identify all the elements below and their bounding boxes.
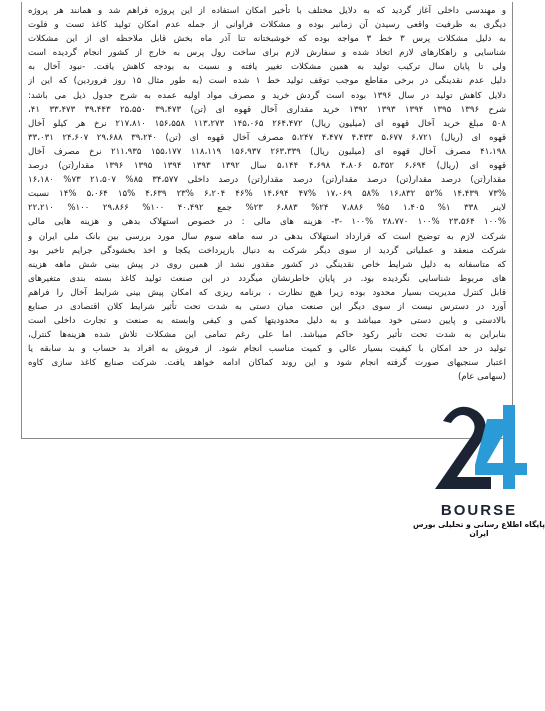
text-line: شناسایی و راهکارهای لازم اتخاذ شده و سفارش لازم برای ساخت رول پرس به خارج از کشور انجام گردیده است (28, 48, 506, 59)
text-line: ۴۱،۱۹۸ مصرف آخال قهوه ای (میلیون ریال) ۲۶۳،۳۳۹ ۱۵۶،۹۳۷ ۱۱۸،۱۱۹ ۱۵۵،۱۷۷ ۲۱۱،۹۳۵ نرخ مصرف آخال (28, 146, 506, 157)
text-line: شرح ۱۳۹۶ ۱۳۹۵ ۱۳۹۴ ۱۳۹۳ ۱۳۹۲ خرید مقداری آخال قهوه ای (تن) ۳۹،۴۷۳ ۲۵،۵۵۰ ۳۹،۴۴۳ ۳۳،۴۷۳ ۴۱، (28, 104, 506, 115)
text-line: تولید در حد امکان با کیفیت بسیار عالی و کمیت مناسب انجام شود. از فروش به افراد بد حساب و بد سابقه یا (28, 344, 506, 355)
text-line: آورد در دسترس نیست از سوی دیگر این صنعت میان دستی به شدت تحت تأثیر شرایط کلان اقتصادی در صنایع (28, 301, 506, 312)
text-line: ۵۰۸ مبلغ خرید آخال قهوه ای (میلیون ریال) ۲۶۴،۴۷۲ ۱۴۵،۰۶۵ ۱۱۳،۲۷۳ ۱۵۶،۵۵۸ ۲۱۷،۸۱۰ نرخ هر کیلو آخال (28, 118, 506, 129)
text-line: (سهامی عام) (457, 372, 506, 383)
logo-tagline: پایگاه اطلاع رسانی و تحلیلی بورس ایران (413, 520, 545, 538)
text-line: قابل کنترل مدیریت بسیار محدود بوده زیرا هیچ نظارت ، برنامه ریزی که امکان پیش بینی شرایط آخال را فراهم (28, 287, 506, 298)
text-line: و مهندسی داخلی آغاز گردید که به دلایل مختلف با تأخیر امکان استفاده از این پروژه فراهم شد و همانند هر پروژه (28, 6, 506, 16)
logo-brand-text: BOURSE (440, 502, 518, 519)
document-text-block (21, 2, 513, 439)
text-line: بالادستی و پایین دستی خود میباشد و به دلیل محدودیتها کمی و کیفی وابسته به صنعت و تجارت داخلی است (28, 316, 506, 327)
text-line: قهوه ای (ریال) ۶،۷۲۱ ۵،۶۷۷ ۴،۴۳۳ ۴،۴۷۷ ۵،۲۴۷ مصرف آخال قهوه ای (تن) ۳۹،۲۴۰ ۲۹،۶۸۸ ۲۴،۶۰۷ ۳۳،۰۳۱ (28, 132, 506, 143)
text-line: دلایل کاهش تولید در سال ۱۳۹۶ بوده است گردش خرید و مصرف مواد اولیه عمده به شرح جدول ذیل می باشد: (28, 90, 506, 101)
text-line: لاینر ۳۳۸ ۱% ۱،۴۰۵ ۵% ۷،۸۸۶ ۲۴% ۶،۸۸۳ ۲۳% جمع ۴۰،۴۹۲ ۱۰۰% ۲۹،۸۶۶ ۱۰۰% ۲۲،۲۱۰ (28, 203, 506, 214)
logo-mark-icon (413, 391, 545, 503)
text-line: ۱۰۰% ۲۳،۵۶۴ ۱۰۰% ۲۸،۷۷۰ ۱۰۰% -۳- هزینه های مالی : در خصوص استهلاک بدهی و هزینه هایی مالی (28, 217, 506, 228)
text-line: شرکت منعقد و عملیاتی گردید از سوی دیگر شرکت به دنبال بازپرداخت یکجا و اخذ بخشودگی جرایم تاخیر بود (28, 245, 506, 256)
text-line: ۷۳% ۱۴،۴۳۹ ۵۲% ۱۶،۸۳۲ ۵۸% ۱۷،۰۶۹ ۴۷% ۱۴،۶۹۴ ۴۶% ۶،۲۰۴ ۲۳% ۴،۶۳۹ ۱۵% ۵،۰۶۴ ۱۴% نسبت (28, 189, 506, 200)
text-line: بنابراین به شدت تحت تأثیر رکود حاکم میباشد. اما علی رغم تمامی این مشکلات تلاش شده هزینه‌ها کنترل، (28, 330, 506, 341)
text-line: که متاسفانه به دلیل شرایط خاص نقدینگی در کشور مقدور نشد از همین روی در پیش بینی شش ماهه هزینه (28, 259, 506, 270)
text-line: دلیل عدم نقدینگی در برخی مقاطع موجب توقف تولید خط ۱ شده است (به طور مثال ۱۵ روز فروردین) که این از (28, 76, 506, 87)
text-line: مقدار(تن) درصد مقدار(تن) درصد مقدار(تن) درصد مقدار(تن) درصد داخلی ۳۴،۵۷۷ ۸۵% ۲۱،۵۰۷ ۷۳% ۱۶،۱۸۰ (28, 175, 506, 186)
text-line: های مربوط شناسایی نگردیده بود. در پایان خاطرنشان میگردد در این صنعت تولید کاغذ بسته بندی متغیرهای (28, 273, 506, 284)
text-line: به دلیل مشکلات پرس ۳ خط ۳ مواجه بوده که خوشبختانه تنا آذر ماه بخش قابل ملاحظه ای از این مشکلات (28, 34, 506, 45)
text-line: اعتبار سنجیهای صورت گرفته انجام شود و این روند کماکان ادامه خواهد یافت. شرکت صنایع کاغذ سازی کاوه (28, 358, 506, 369)
text-line: ولی تا پایان سال ترکیب تولید به همین مشکلات تغییر یافته و نسبت به بودجه کاهش یافت. -نبود آخال به (28, 62, 506, 73)
text-line: قهوه ای (ریال) ۶،۶۹۴ ۵،۳۵۲ ۴،۸۰۶ ۴،۶۹۸ ۵،۱۴۴ سال ۱۳۹۲ ۱۳۹۳ ۱۳۹۴ ۱۳۹۵ ۱۳۹۶ مقدار(تن) درصد (28, 161, 506, 172)
text-line: شرکت لازم به توضیح است که قرارداد استهلاک بدهی در سه ماهه سوم سال مورد بررسی بین بانک ملی ایران و (28, 231, 506, 242)
text-line: دیگری به ظرفیت واقعی رسیدن آن زمانبر بوده و مشکلات فراوانی از جمله عدم امکان تولید کاغذ تست و فلوت (28, 20, 506, 31)
